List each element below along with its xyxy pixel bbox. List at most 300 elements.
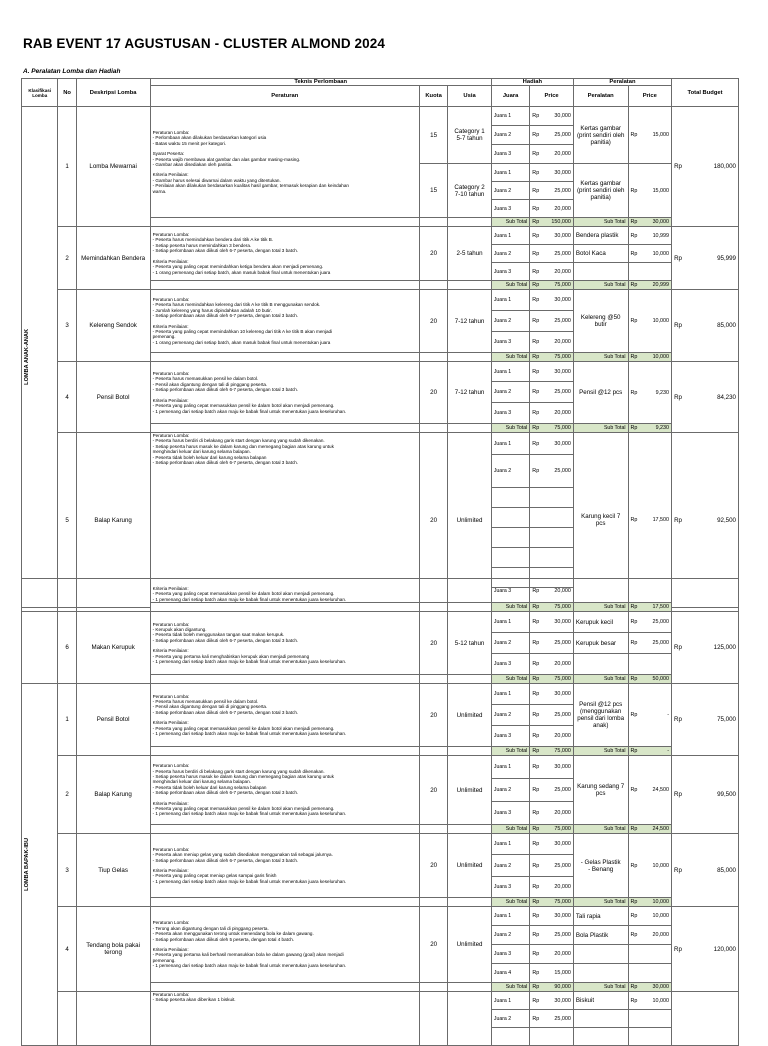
rp-label: Rp xyxy=(630,282,638,288)
group-cell-anak-end xyxy=(22,612,58,684)
rule-line: - Peserta yang paling cepat memindahkan ketiga bendera akan menjadi pemenang. xyxy=(152,264,324,270)
rp-label: Rp xyxy=(532,219,540,225)
rules-text xyxy=(150,756,419,825)
price-cell xyxy=(530,290,574,311)
rule-line: - Peserta yang paling cepat memasukkan pensil ke dalam botol akan menjadi pemenang. xyxy=(152,403,335,409)
rp-label: Rp xyxy=(630,250,638,257)
group-label-ibu: LOMBA BAPAK-IBU xyxy=(24,838,30,891)
juara-cell: Juara 2 xyxy=(491,779,529,802)
rp-label: Rp xyxy=(674,254,682,262)
kuota-cell: 20 xyxy=(419,684,447,747)
price-cell xyxy=(530,182,574,200)
alat-price-value: 9,230 xyxy=(655,389,670,396)
usia-cell: 7-12 tahun xyxy=(448,362,492,424)
rule-line: - Pensil akan digantung dengan tali di pinggang peserta. xyxy=(152,381,268,387)
price-value: 30,000 xyxy=(554,691,571,697)
rule-line: Kriteria Penilaian: xyxy=(152,648,189,654)
rp-label: Rp xyxy=(532,113,540,119)
total-cell xyxy=(672,612,739,684)
rule-line: Peraturan Lomba: xyxy=(152,693,190,699)
row-number: 5 xyxy=(58,433,76,608)
price-cell xyxy=(530,145,574,164)
header-usia: Usia xyxy=(448,86,492,107)
price-value: 20,000 xyxy=(554,951,571,957)
rp-label: Rp xyxy=(674,791,682,798)
juara-cell: Juara 3 xyxy=(491,332,529,353)
price-value: 30,000 xyxy=(554,113,571,119)
total-value: 75,000 xyxy=(717,716,736,723)
rule-line: Kriteria Penilaian: xyxy=(152,323,189,329)
rule-line: - 1 pemenang dari setiap batch akan maju ke babak final untuk menentukan juara keseluruhan. xyxy=(152,878,347,884)
subtotal-alat-value: 24,500 xyxy=(652,826,670,832)
rule-line: - Peserta yang paling cepat meniup gelas sampai garis finish xyxy=(152,873,277,879)
subtotal-alat-cell xyxy=(628,218,672,227)
subtotal-value: 75,000 xyxy=(554,748,571,754)
rule-line: - 1 pemenang dari setiap batch akan maju ke babak final untuk menentukan juara keseluruhan. xyxy=(152,659,347,665)
juara-cell: Juara 3 xyxy=(491,145,529,164)
budget-table-page-2 xyxy=(21,578,739,1046)
rule-line: - Perlombaan akan dilakukan berdasarkan kategori usia xyxy=(152,135,267,141)
rp-label: Rp xyxy=(532,339,540,345)
subtotal-label: Sub Total xyxy=(491,898,529,907)
rule-line: Kriteria Penilaian: xyxy=(152,172,189,178)
rule-line: pemenang. xyxy=(152,334,176,340)
rp-label: Rp xyxy=(630,318,638,324)
rule-line: - Kerupuk akan digantung. xyxy=(152,626,207,632)
juara-cell: Juara 3 xyxy=(491,726,529,747)
rp-label: Rp xyxy=(532,712,540,718)
rule-line: - Setiap peserta harus masuk ke dalam karung dan memegang bagian atas karung untuk xyxy=(152,443,334,449)
rp-label: Rp xyxy=(532,268,540,275)
subtotal-value: 75,000 xyxy=(554,676,571,682)
alat-price-cell xyxy=(628,926,672,945)
subtotal-label: Sub Total xyxy=(491,675,529,684)
subtotal-alat-value: - xyxy=(667,748,670,754)
rule-line: Peraturan Lomba: xyxy=(152,371,190,377)
rule-line: - Setiap peserta harus masuk ke dalam karung dan memegang bagian atas karung untuk xyxy=(152,773,334,779)
rp-label: Rp xyxy=(630,984,638,990)
rp-label: Rp xyxy=(532,841,540,847)
rp-label: Rp xyxy=(630,219,638,225)
subtotal-alat-cell xyxy=(628,353,672,362)
kuota-cell: 20 xyxy=(419,612,447,675)
alat-cell: Kerupuk kecil xyxy=(573,612,628,633)
total-cell xyxy=(672,834,739,907)
row-number: 1 xyxy=(58,107,76,227)
subtotal-alat-cell xyxy=(628,747,672,756)
alat-cell: - Gelas Plastik - Benang xyxy=(573,834,628,898)
total-cell xyxy=(672,684,739,756)
rp-label: Rp xyxy=(532,997,540,1004)
subtotal-label: Sub Total xyxy=(573,747,628,756)
price-value: 20,000 xyxy=(554,339,571,345)
rule-line: - Peserta yang paling cepat memasukkan pensil ke dalam botol akan menjadi pemenang. xyxy=(152,591,335,597)
subtotal-alat-cell xyxy=(628,825,672,834)
rp-label: Rp xyxy=(532,899,540,905)
total-cell xyxy=(672,907,739,992)
juara-cell: Juara 3 xyxy=(491,579,529,603)
alat-cell: Bola Plastik xyxy=(573,926,628,945)
juara-cell: Juara 2 xyxy=(491,855,529,877)
price-value: 30,000 xyxy=(554,440,571,447)
subtotal-value: 75,000 xyxy=(554,354,571,360)
kuota-cell: 20 xyxy=(419,756,447,825)
alat-cell: Kelereng @50 butir xyxy=(573,290,628,353)
rule-line: - Peserta tidak boleh keluar dari karung selama balapan xyxy=(152,454,267,460)
rp-label: Rp xyxy=(532,604,540,610)
price-cell xyxy=(530,855,574,877)
rule-line: - Setiap perlombaan akan diikuti oleh 6-7 peserta, dengan total 3 batch. xyxy=(152,387,299,393)
price-value: 25,000 xyxy=(554,468,571,474)
rp-label: Rp xyxy=(532,132,540,138)
alat-cell: Pensil @12 pcs xyxy=(573,362,628,424)
rule-line: Kriteria Penilaian: xyxy=(152,258,189,264)
rule-line: - Batas waktu 15 menit per kategori. xyxy=(152,140,227,146)
usia-cell: Unlimited xyxy=(448,684,492,747)
alat-price-cell xyxy=(628,907,672,926)
rule-line: - Peserta harus memindahkan bendera dari titik A ke titik B. xyxy=(152,237,274,243)
price-cell xyxy=(530,164,574,182)
subtotal-alat-cell xyxy=(628,675,672,684)
alat-price-cell xyxy=(628,633,672,654)
alat-cell: Tali rapia xyxy=(573,907,628,926)
alat-price-cell xyxy=(628,245,672,263)
rp-label: Rp xyxy=(532,640,540,646)
usia-cell: Unlimited xyxy=(448,834,492,898)
rule-line: Peraturan Lomba: xyxy=(152,232,190,238)
subtotal-value: 75,000 xyxy=(554,425,571,431)
juara-cell: Juara 2 xyxy=(491,311,529,332)
subtotal-alat-value: 30,000 xyxy=(652,219,670,225)
rule-line: - Peserta tidak boleh keluar dari karung selama balapan xyxy=(152,784,267,790)
rp-label: Rp xyxy=(630,232,638,239)
kuota-cell: 20 xyxy=(419,362,447,424)
subtotal-cell xyxy=(530,675,574,684)
header-juara: Juara xyxy=(491,86,529,107)
subtotal-cell xyxy=(530,424,574,433)
price-cell xyxy=(530,579,574,603)
price-value: 25,000 xyxy=(554,187,571,194)
rule-line: - 1 pemenang dari setiap batch akan maju ke babak final untuk menentukan juara keseluruhan. xyxy=(152,596,347,602)
juara-cell: Juara 1 xyxy=(491,107,529,126)
header-klasifikasi: Klasifikasi Lomba xyxy=(22,79,58,107)
kuota-cell: 15 xyxy=(419,164,447,218)
price-value: 20,000 xyxy=(554,810,571,816)
row-number: 2 xyxy=(58,227,76,290)
header-deskripsi: Deskripsi Lomba xyxy=(76,79,150,107)
rp-label: Rp xyxy=(630,787,638,793)
rp-label: Rp xyxy=(532,232,540,239)
rp-label: Rp xyxy=(532,764,540,770)
rp-label: Rp xyxy=(532,691,540,697)
header-price-2: Price xyxy=(628,86,672,107)
price-cell xyxy=(530,877,574,898)
rp-label: Rp xyxy=(532,468,540,474)
subtotal-label: Sub Total xyxy=(573,281,628,290)
rp-label: Rp xyxy=(532,951,540,957)
rules-text xyxy=(150,834,419,898)
rule-line: - Peserta wajib membawa alat gambar dan alas gambar masing-masing. xyxy=(152,156,301,162)
price-cell xyxy=(530,126,574,145)
rules-text xyxy=(150,992,419,1046)
rp-label: Rp xyxy=(532,733,540,739)
subtotal-cell xyxy=(530,898,574,907)
rp-label: Rp xyxy=(630,932,638,938)
price-value: 20,000 xyxy=(554,410,571,416)
rp-label: Rp xyxy=(674,644,682,651)
rp-label: Rp xyxy=(532,984,540,990)
rp-label: Rp xyxy=(532,748,540,754)
rules-text xyxy=(150,579,419,603)
rule-line: - Setiap perlombaan akan diikuti oleh 6-7 peserta, dengan total 3 batch. xyxy=(152,790,299,796)
price-value: 25,000 xyxy=(554,389,571,395)
price-value: 30,000 xyxy=(554,619,571,625)
total-value: 85,000 xyxy=(717,322,736,329)
price-value: 30,000 xyxy=(554,913,571,919)
header-teknis: Teknis Perlombaan xyxy=(150,79,491,86)
subtotal-label: Sub Total xyxy=(491,983,529,992)
alat-price-value: 25,000 xyxy=(652,640,670,646)
rule-line: - Setiap peserta akan diberikan 1 biskuit. xyxy=(152,997,236,1003)
subtotal-cell xyxy=(530,603,574,612)
alat-cell: Botol Kaca xyxy=(573,245,628,263)
total-value: 180,000 xyxy=(713,163,736,170)
rule-line: - Setiap perlombaan akan diikuti oleh 5 peserta, dengan total 4 batch. xyxy=(152,936,295,942)
rule-line: Peraturan Lomba: xyxy=(152,992,190,997)
lomba-name: Kelereng Sendok xyxy=(76,290,150,362)
group-cell-anak-cont xyxy=(22,579,58,612)
total-cell xyxy=(672,290,739,362)
price-cell xyxy=(530,200,574,218)
rule-line: - Setiap peserta harus memindahkan 3 bendera. xyxy=(152,242,252,248)
alat-price-cell xyxy=(628,362,672,424)
header-hadiah: Hadiah xyxy=(491,79,573,86)
usia-cell: 7-12 tahun xyxy=(448,290,492,353)
rules-text xyxy=(150,107,419,218)
juara-cell: Juara 2 xyxy=(491,455,529,488)
rule-line: - Penilaian akan dilakukan berdasarkan kualitas hasil gambar, termasuk kerapian dan keindahan xyxy=(152,183,349,189)
rp-label: Rp xyxy=(532,884,540,890)
rule-line: Peraturan Lomba: xyxy=(152,296,190,302)
price-cell xyxy=(530,1010,574,1028)
price-value: 30,000 xyxy=(554,368,571,375)
price-cell xyxy=(530,263,574,281)
rules-text xyxy=(150,907,419,983)
rp-label: Rp xyxy=(532,354,540,360)
juara-cell: Juara 1 xyxy=(491,834,529,855)
price-cell xyxy=(530,362,574,382)
price-value: 30,000 xyxy=(554,232,571,239)
juara-cell: Juara 3 xyxy=(491,945,529,964)
row-number: 2 xyxy=(58,756,76,834)
alat-cell: Bendera plastik xyxy=(573,227,628,245)
row-number: 4 xyxy=(58,362,76,433)
rp-label: Rp xyxy=(532,151,540,157)
usia-cell: Unlimited xyxy=(448,756,492,825)
price-cell xyxy=(530,992,574,1010)
rp-label: Rp xyxy=(630,517,638,523)
rule-line: warna. xyxy=(152,188,167,194)
subtotal-label: Sub Total xyxy=(573,603,628,612)
rp-label: Rp xyxy=(532,826,540,832)
price-cell xyxy=(530,964,574,983)
alat-price-cell xyxy=(628,834,672,898)
rule-line: - Peserta yang pertama kali menghabiskan kerupuk akan menjadi pemenang xyxy=(152,653,310,659)
price-cell xyxy=(530,726,574,747)
subtotal-cell xyxy=(530,983,574,992)
rp-label: Rp xyxy=(532,913,540,919)
subtotal-label: Sub Total xyxy=(491,825,529,834)
subtotal-label: Sub Total xyxy=(573,825,628,834)
subtotal-label: Sub Total xyxy=(573,353,628,362)
total-value: 85,000 xyxy=(717,866,736,874)
alat-price-cell xyxy=(628,756,672,825)
subtotal-value: 90,000 xyxy=(554,984,571,990)
lomba-name: Tiup Gelas xyxy=(76,834,150,907)
subtotal-alat-value: 17,500 xyxy=(652,604,670,610)
rule-line: - Setiap perlombaan akan diikuti oleh 6-7 peserta, dengan total 3 batch. xyxy=(152,313,299,319)
rule-line: - 1 pemenang dari setiap batch akan maju ke babak final untuk menentukan juara keseluruhan. xyxy=(152,731,347,737)
row-number: 4 xyxy=(58,907,76,992)
alat-cell: Karung kecil 7 pcs xyxy=(573,433,628,608)
subtotal-cell xyxy=(530,218,574,227)
alat-price-value: 17,500 xyxy=(652,517,670,523)
subtotal-alat-cell xyxy=(628,603,672,612)
total-value: 120,000 xyxy=(713,945,736,953)
lomba-name: Tendang bola pakai terong xyxy=(76,907,150,992)
rule-line: - Gambar harus selesai diwarnai dalam waktu yang ditentukan. xyxy=(152,177,281,183)
juara-cell: Juara 1 xyxy=(491,612,529,633)
row-number: 3 xyxy=(58,290,76,362)
page-2 xyxy=(21,578,739,1024)
price-value: 30,000 xyxy=(554,764,571,770)
total-value: 99,500 xyxy=(717,791,736,798)
price-cell xyxy=(530,756,574,779)
alat-cell: Kertas gambar (print sendiri oleh panitia) xyxy=(573,164,628,218)
rp-label: Rp xyxy=(630,712,638,718)
price-cell xyxy=(530,227,574,245)
juara-cell: Juara 1 xyxy=(491,907,529,926)
subtotal-alat-value: 9,230 xyxy=(655,425,670,431)
alat-cell: Kerupuk besar xyxy=(573,633,628,654)
subtotal-label: Sub Total xyxy=(491,603,529,612)
rp-label: Rp xyxy=(630,748,638,754)
juara-cell: Juara 1 xyxy=(491,290,529,311)
price-cell xyxy=(530,311,574,332)
rule-line: pemenang. xyxy=(152,957,176,963)
rp-label: Rp xyxy=(630,826,638,832)
price-value: 25,000 xyxy=(554,862,571,869)
alat-price-cell xyxy=(628,612,672,633)
rule-line: - Peserta harus berdiri di belakang garis start dengan karung yang sudah dikenakan. xyxy=(152,438,325,444)
rp-label: Rp xyxy=(532,932,540,938)
kuota-cell: 20 xyxy=(419,834,447,898)
subtotal-label: Sub Total xyxy=(573,983,628,992)
alat-price-cell xyxy=(628,290,672,353)
usia-cell: Unlimited xyxy=(448,907,492,983)
alat-price-value: 15,000 xyxy=(652,132,670,138)
subtotal-cell xyxy=(530,825,574,834)
price-value: 30,000 xyxy=(554,841,571,847)
rule-line: - Setiap perlombaan akan diikuti oleh 6-7 peserta, dengan total 3 batch. xyxy=(152,637,299,643)
juara-cell: Juara 3 xyxy=(491,263,529,281)
rp-label: Rp xyxy=(630,997,638,1004)
rp-label: Rp xyxy=(532,787,540,793)
total-value: 125,000 xyxy=(713,644,736,651)
usia-cell: 2-5 tahun xyxy=(448,227,492,281)
rp-label: Rp xyxy=(532,187,540,194)
rule-line: - Peserta yang pertama kali berhasil memasukkan bola ke dalam gawang (goal) akan menjadi xyxy=(152,952,344,958)
rule-line: - Peserta harus berdiri di belakang garis start dengan karung yang sudah dikenakan. xyxy=(152,768,325,774)
subtotal-cell xyxy=(530,353,574,362)
lomba-name: Balap Karung xyxy=(76,433,150,608)
total-cell xyxy=(672,107,739,227)
rule-line: - Terong akan digantung dengan tali di pinggang peserta. xyxy=(152,925,269,931)
juara-cell: Juara 2 xyxy=(491,926,529,945)
total-value: 84,230 xyxy=(717,393,736,401)
rules-text xyxy=(150,684,419,747)
rp-label: Rp xyxy=(532,440,540,447)
subtotal-label: Sub Total xyxy=(491,353,529,362)
rule-line: Kriteria Penilaian: xyxy=(152,800,189,806)
header-total: Total Budget xyxy=(672,79,739,107)
juara-cell: Juara 1 xyxy=(491,227,529,245)
price-value: 20,000 xyxy=(554,733,571,739)
lomba-name: Lomba Mewarnai xyxy=(76,107,150,227)
subtotal-value: 75,000 xyxy=(554,899,571,905)
rule-line: - 1 pemenang dari setiap batch akan maju ke babak final untuk menentukan juara keseluruhan. xyxy=(152,963,347,969)
alat-price-value: 25,000 xyxy=(652,619,670,625)
header-no: No xyxy=(58,79,76,107)
subtotal-alat-value: 10,000 xyxy=(652,354,670,360)
subtotal-label: Sub Total xyxy=(573,675,628,684)
rule-line: Kriteria Penilaian: xyxy=(152,397,189,403)
price-cell xyxy=(530,945,574,964)
alat-price-value: - xyxy=(667,712,670,718)
juara-cell: Juara 2 xyxy=(491,382,529,403)
alat-price-value: 24,500 xyxy=(652,787,670,793)
price-cell xyxy=(530,802,574,825)
rp-label: Rp xyxy=(532,282,540,288)
subtotal-alat-value: 30,000 xyxy=(652,984,670,990)
rule-line: Peraturan Lomba: xyxy=(152,129,190,135)
subtotal-alat-cell xyxy=(628,983,672,992)
price-value: 20,000 xyxy=(554,205,571,212)
price-value: 15,000 xyxy=(554,970,571,976)
alat-price-value: 10,000 xyxy=(652,318,670,324)
rp-label: Rp xyxy=(532,970,540,976)
price-value: 25,000 xyxy=(554,712,571,718)
price-value: 25,000 xyxy=(554,640,571,646)
rule-line: - Peserta harus memasukkan pensil ke dalam botol. xyxy=(152,376,259,382)
rp-label: Rp xyxy=(630,604,638,610)
price-cell xyxy=(530,705,574,726)
kuota-cell: 20 xyxy=(419,433,447,608)
rule-line: menghindari keluar dari karung selama balapan. xyxy=(152,449,251,455)
lomba-name: Memindahkan Bendera xyxy=(76,227,150,290)
alat-cell: Karung sedang 7 pcs xyxy=(573,756,628,825)
lomba-name: Balap Karung xyxy=(76,756,150,834)
price-value: 25,000 xyxy=(554,132,571,138)
rule-line: Kriteria Penilaian: xyxy=(152,947,189,952)
subtotal-value: 75,000 xyxy=(554,826,571,832)
price-value: 20,000 xyxy=(554,587,571,594)
rule-line: Kriteria Penilaian: xyxy=(152,720,189,726)
price-value: 25,000 xyxy=(554,318,571,324)
rule-line: Syarat Peserta: xyxy=(152,151,185,157)
rp-label: Rp xyxy=(630,676,638,682)
row-number: 3 xyxy=(58,834,76,907)
